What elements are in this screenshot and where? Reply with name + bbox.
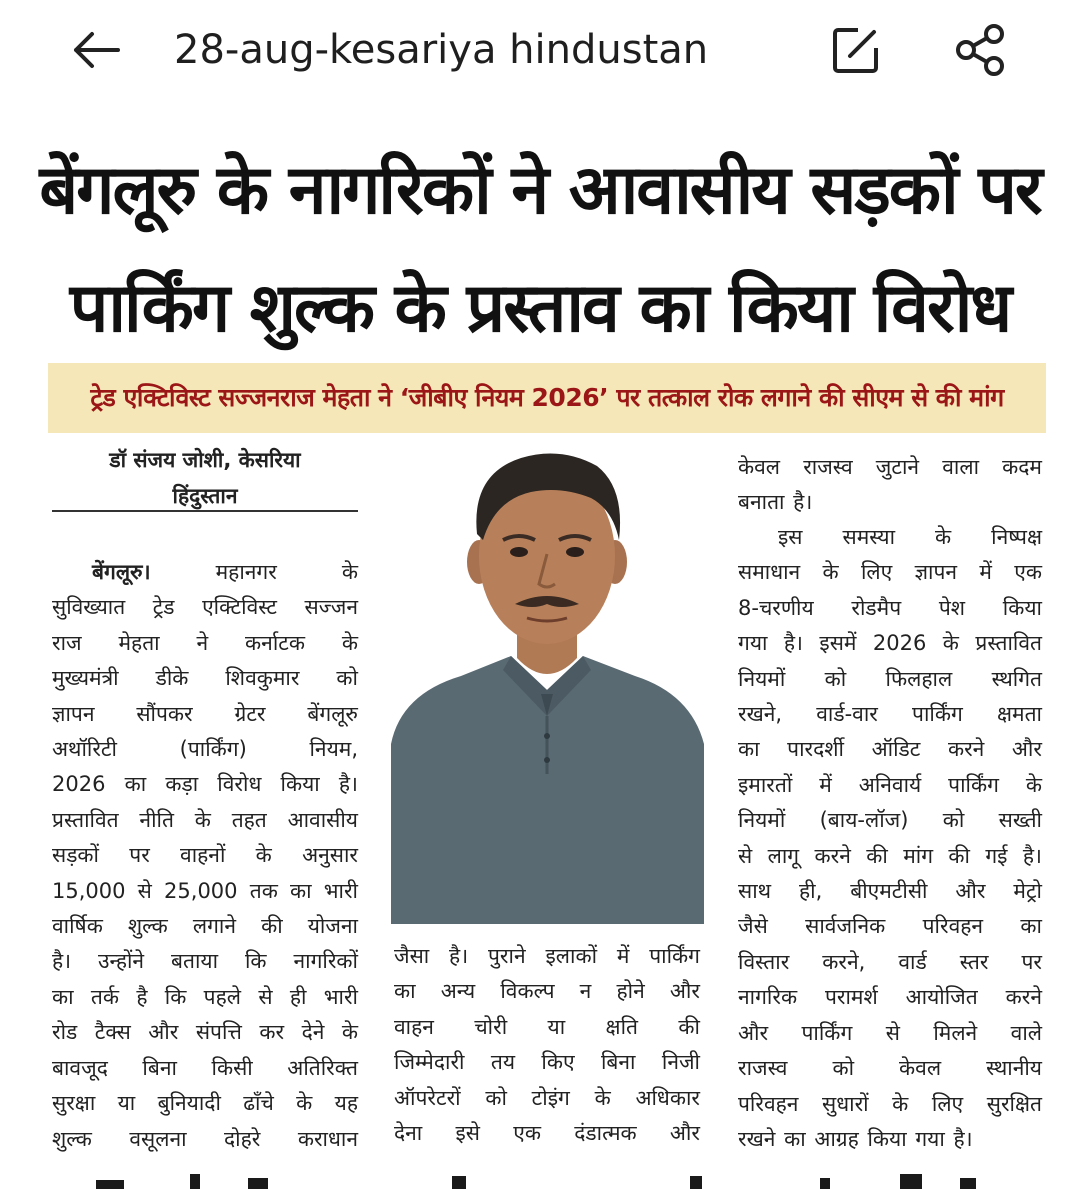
article-line: रखने, वार्ड-वार पार्किंग क्षमता (738, 702, 1042, 727)
article-line: गया है। इसमें 2026 के प्रस्तावित (738, 631, 1042, 656)
article-line: राज मेहता ने कर्नाटक के (52, 630, 358, 655)
article-line: नियमों को फिलहाल स्थगित (738, 666, 1042, 691)
article-line: नागरिक परामर्श आयोजित करने (738, 985, 1042, 1010)
headline-line-1: बेंगलूरु के नागरिकों ने आवासीय सड़कों पर (39, 151, 1041, 230)
article-line: देना इसे एक दंडात्मक और (394, 1121, 700, 1146)
article-line: बावजूद बिना किसी अतिरिक्त (52, 1055, 358, 1080)
article-line: बनाता है। (738, 490, 813, 515)
article-line: ऑपरेटरों को टोइंग के अधिकार (394, 1085, 700, 1110)
article-line-text: महानगर के (215, 560, 358, 584)
article-line: जिम्मेदारी तय किए बिना निजी (394, 1050, 700, 1075)
share-icon (952, 22, 1010, 78)
byline-publication: हिंदुस्तान (172, 484, 238, 508)
article-line: परिवहन सुधारों के लिए सुरक्षित (738, 1091, 1042, 1116)
article-line: का पारदर्शी ऑडिट करने और (738, 737, 1042, 762)
share-button[interactable] (952, 22, 1010, 78)
article-column-1 (52, 555, 358, 1157)
article-line (52, 555, 358, 590)
article-line: से लागू करने की मांग की गई है। (738, 843, 1042, 868)
article-line: है। उन्होंने बताया कि नागरिकों (52, 949, 358, 974)
next-article-cutoff (0, 1170, 1080, 1189)
article-line: शुल्क वसूलना दोहरे कराधान (52, 1126, 358, 1151)
article-line: राजस्व को केवल स्थानीय (738, 1056, 1042, 1081)
article-line: रखने का आग्रह किया गया है। (738, 1126, 973, 1151)
article-line: जैसा है। पुराने इलाकों में पार्किंग (394, 944, 700, 968)
article-line: सुविख्यात ट्रेड एक्टिविस्ट सज्जन (52, 595, 358, 620)
article-line: विस्तार करने, वार्ड स्तर पर (738, 949, 1042, 974)
article-line: इमारतों में अनिवार्य पार्किंग के (738, 772, 1042, 797)
byline-author: डॉ संजय जोशी, केसरिया (109, 448, 301, 472)
byline-divider (52, 510, 358, 512)
article-line: 8-चरणीय रोडमैप पेश किया (738, 595, 1042, 620)
byline (52, 442, 358, 514)
article-line: नियमों (बाय-लॉज) को सख्ती (738, 808, 1042, 833)
article-line: का तर्क है कि पहले से ही भारी (52, 984, 358, 1009)
article-line: जैसे सार्वजनिक परिवहन का (738, 914, 1042, 939)
app-toolbar (0, 0, 1080, 100)
arrow-left-icon (66, 26, 126, 74)
article-line: प्रस्तावित नीति के तहत आवासीय (52, 807, 358, 832)
article-line: केवल राजस्व जुटाने वाला कदम (738, 455, 1042, 479)
person-photo (391, 444, 704, 924)
article-column-2 (394, 939, 700, 1151)
edit-button[interactable] (828, 22, 884, 78)
article-line: ज्ञापन सौंपकर ग्रेटर बेंगलूरु (52, 701, 358, 726)
article-line: मुख्यमंत्री डीके शिवकुमार को (52, 666, 358, 691)
headline-line-2: पार्किंग शुल्क के प्रस्ताव का किया विरोध (69, 269, 1011, 348)
document-title: 28-aug-kesariya hindustan (174, 27, 709, 73)
subheadline: ट्रेड एक्टिविस्ट सज्जनराज मेहता ने ‘जीबीए नियम 2026’ पर तत्काल रोक लगाने की सीएम से की मांग (48, 363, 1046, 433)
article-line: वार्षिक शुल्क लगाने की योजना (52, 914, 358, 939)
article-line: 2026 का कड़ा विरोध किया है। (52, 772, 358, 797)
article-line: सुरक्षा या बुनियादी ढाँचे के यह (52, 1091, 358, 1116)
back-button[interactable] (66, 26, 126, 74)
article-column-3-top (738, 450, 1042, 521)
article-column-3 (738, 520, 1042, 1157)
article-line: साथ ही, बीएमटीसी और मेट्रो (738, 879, 1042, 904)
article-line: रोड टैक्स और संपत्ति कर देने के (52, 1020, 358, 1045)
article-line: समाधान के लिए ज्ञापन में एक (738, 560, 1042, 585)
article-line: वाहन चोरी या क्षति की (394, 1014, 700, 1039)
edit-icon (828, 22, 884, 78)
dateline: बेंगलूरु। (92, 560, 151, 584)
article-line: 15,000 से 25,000 तक का भारी (52, 878, 358, 903)
article-line: सड़कों पर वाहनों के अनुसार (52, 843, 358, 868)
article-line: और पार्किंग से मिलने वाले (738, 1020, 1042, 1045)
article-line: इस समस्या के निष्पक्ष (778, 525, 1042, 549)
article-line: का अन्य विकल्प न होने और (394, 979, 700, 1004)
article-line: अथॉरिटी (पार्किंग) नियम, (52, 737, 358, 762)
